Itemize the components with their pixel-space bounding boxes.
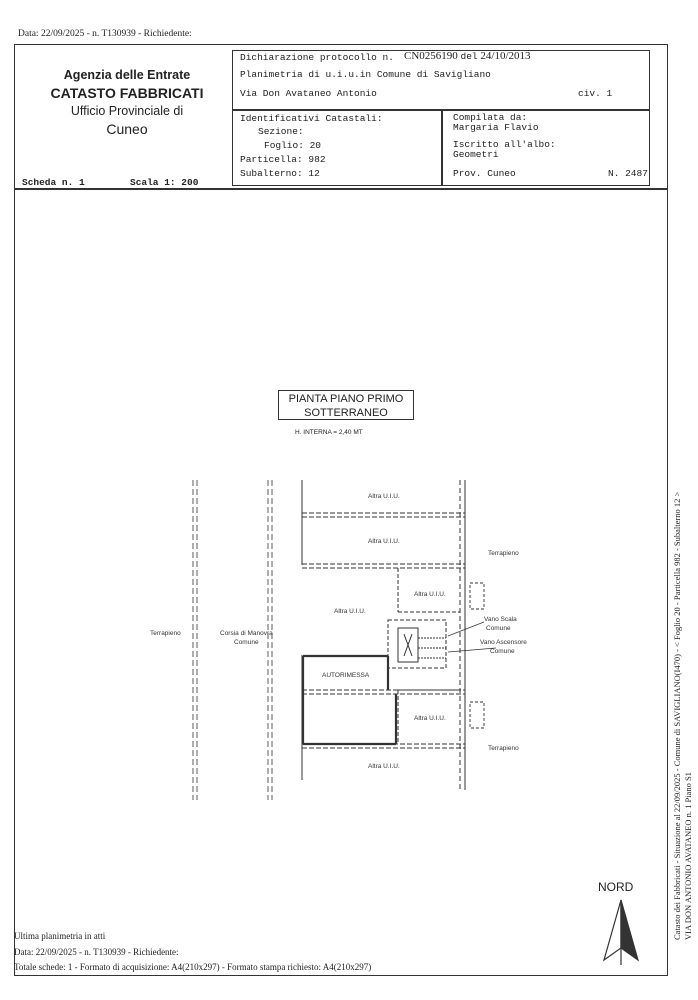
register-number: N. 2487 xyxy=(608,168,648,179)
label-altra-uiu-bottom: Altra U.I.U. xyxy=(368,763,400,770)
label-altra-uiu-top1: Altra U.I.U. xyxy=(368,493,400,500)
label-corsia-2: Comune xyxy=(234,639,259,646)
label-corsia-1: Corsia di Manovra xyxy=(220,630,273,637)
agency-name: Agenzia delle Entrate xyxy=(63,68,191,82)
label-vano-scala-1: Vano Scala xyxy=(484,616,517,623)
address-line: Via Don Avataneo Antonio xyxy=(240,88,377,99)
particella: Particella: 982 xyxy=(240,154,326,165)
province-name: Cuneo xyxy=(106,121,148,137)
label-vano-scala-2: Comune xyxy=(486,625,511,632)
subalterno: Subalterno: 12 xyxy=(240,168,320,179)
declaration-label: Dichiarazione protocollo n. xyxy=(240,52,394,63)
corridor-boundaries xyxy=(193,480,272,800)
plan-labels xyxy=(150,493,527,770)
ufficio-label: Ufficio Provinciale di xyxy=(70,104,184,118)
total-sheets-line: Totale schede: 1 - Formato di acquisizione: A4(210x297) - Formato stampa richiesto: A4(210x297) xyxy=(14,962,372,972)
sezione: Sezione: xyxy=(258,126,304,137)
side-note-line2: VIA DON ANTONIO AVATANEO n. 1 Piano S1 xyxy=(682,772,693,940)
identifiers-label: Identificativi Catastali: xyxy=(240,113,383,124)
side-cadastral-note xyxy=(672,491,693,940)
label-altra-uiu-left: Altra U.I.U. xyxy=(334,608,366,615)
compiled-by-label: Compilata da: xyxy=(453,112,528,123)
label-altra-uiu-top2: Altra U.I.U. xyxy=(368,538,400,545)
bottom-date-line: Data: 22/09/2025 - n. T130939 - Richiedente: xyxy=(14,946,179,957)
civic-number: civ. 1 xyxy=(578,88,613,99)
last-plan-note: Ultima planimetria in atti xyxy=(14,931,106,941)
protocol-number: CN0256190 del 24/10/2013 xyxy=(404,50,531,62)
label-autorimessa: AUTORIMESSA xyxy=(322,672,370,679)
plan-title-line2: SOTTERRANEO xyxy=(304,407,388,419)
province-label: Prov. Cuneo xyxy=(453,168,516,179)
top-stamp: Data: 22/09/2025 - n. T130939 - Richiedente: xyxy=(18,29,192,39)
scale: Scala 1: 200 xyxy=(130,177,199,188)
label-vano-asc-2: Comune xyxy=(490,648,515,655)
label-altra-uiu-lower: Altra U.I.U. xyxy=(414,715,446,722)
north-arrow xyxy=(604,900,638,965)
sheet-number: Scheda n. 1 xyxy=(22,177,85,188)
bottom-info xyxy=(14,929,371,976)
register-value: Geometri xyxy=(453,149,499,160)
label-terrapieno-right-bottom: Terrapieno xyxy=(488,745,519,752)
catasto-title: CATASTO FABBRICATI xyxy=(50,85,204,101)
compiled-by-name: Margaria Flavio xyxy=(453,122,539,133)
label-terrapieno-right-top: Terrapieno xyxy=(488,550,519,557)
foglio: Foglio: 20 xyxy=(264,140,322,151)
side-balconies xyxy=(470,583,484,728)
side-note-line1: Catasto dei Fabbricati - Situazione al 22/09/2025 - Comune di SAVIGLIANO(I470) - < Foglio 20 - Particella 982 - Subalterno 12 > xyxy=(672,491,682,940)
label-vano-asc-1: Vano Ascensore xyxy=(480,639,527,646)
plan-title-line1: PIANTA PIANO PRIMO xyxy=(288,393,404,405)
planimetria-line: Planimetria di u.i.u.in Comune di Savigliano xyxy=(240,69,491,80)
autorimessa-walls xyxy=(303,656,396,744)
register-label: Iscritto all'albo: xyxy=(453,139,556,150)
label-terrapieno-left: Terrapieno xyxy=(150,630,181,637)
internal-height-label: H. INTERNA = 2,40 MT xyxy=(295,429,363,436)
label-altra-uiu-mid: Altra U.I.U. xyxy=(414,591,446,598)
north-label: NORD xyxy=(598,880,634,894)
plan-title-box xyxy=(278,390,414,420)
